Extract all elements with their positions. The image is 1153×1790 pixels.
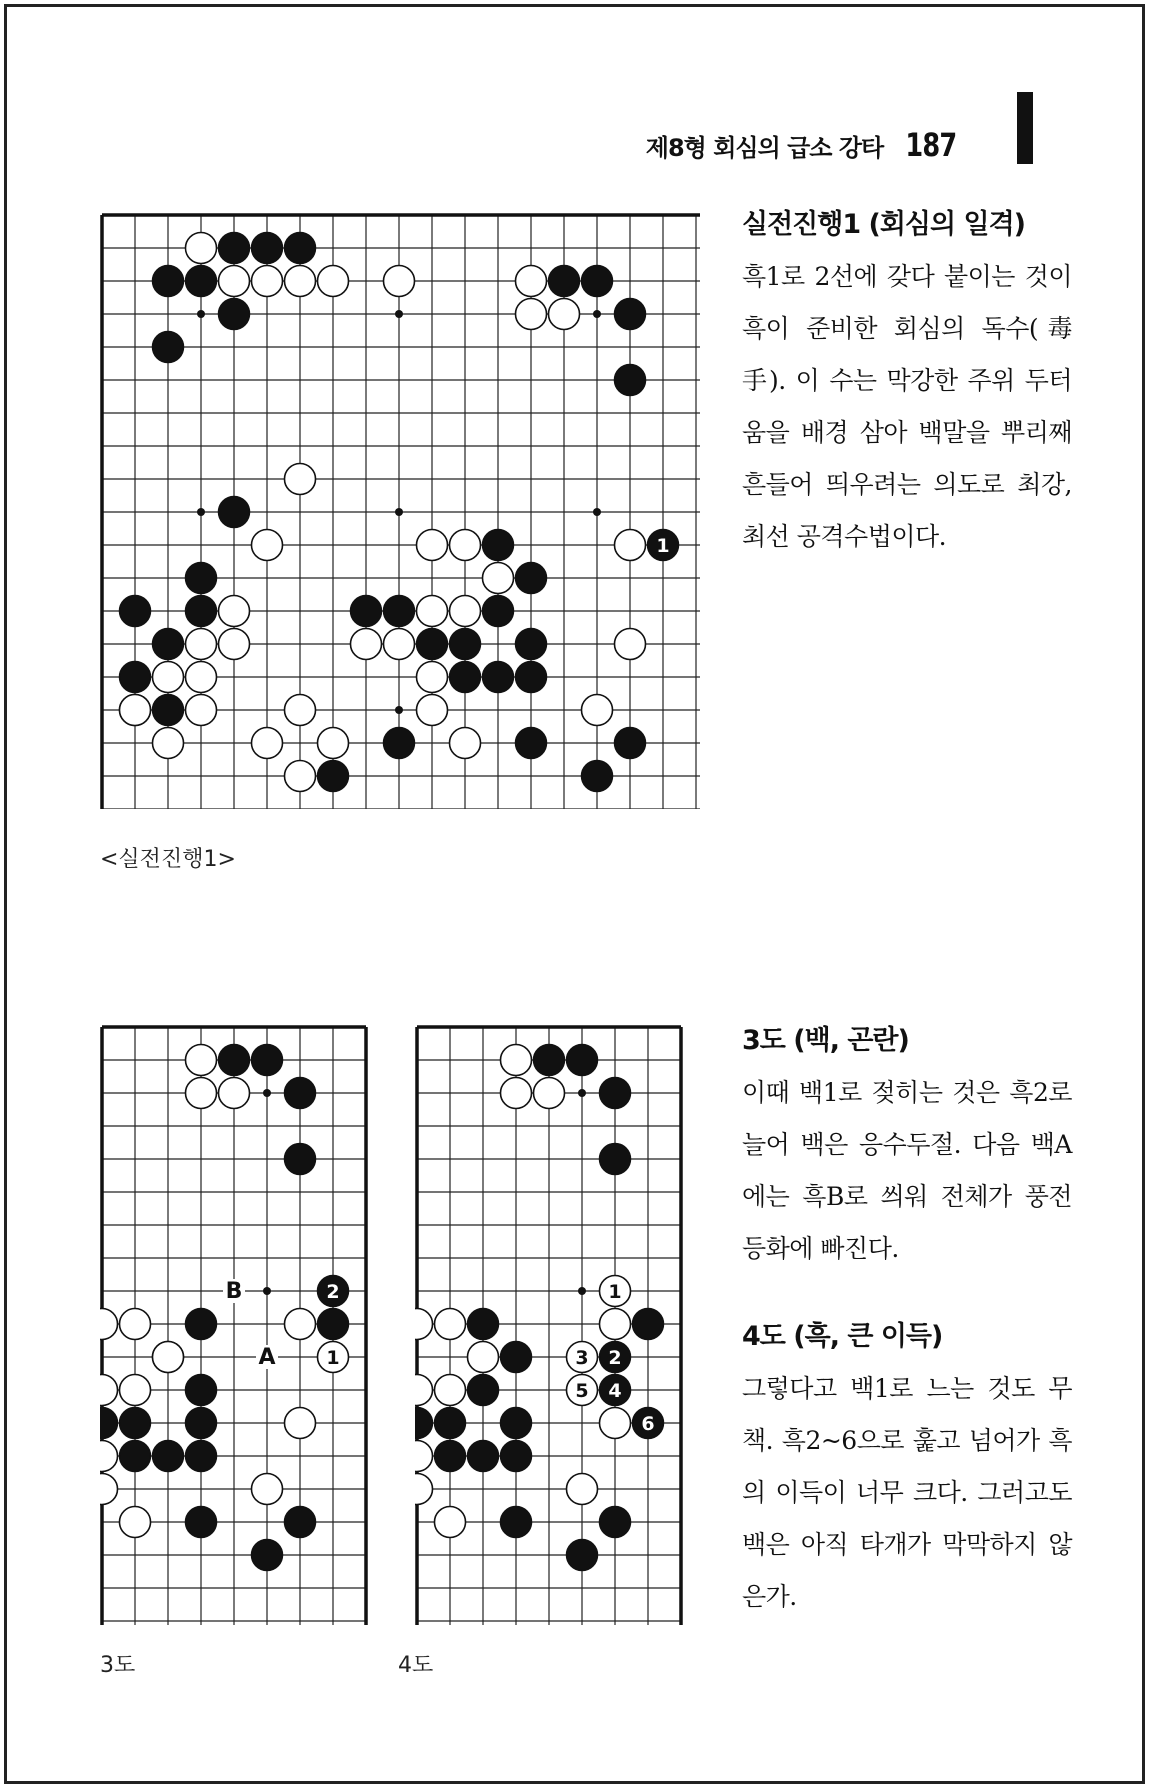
star-point	[593, 310, 601, 318]
white-stone	[415, 1374, 433, 1405]
black-stone	[284, 1143, 315, 1174]
white-stone	[449, 727, 480, 758]
caption-3do: 3도	[100, 1653, 136, 1678]
caption-4do: 4도	[398, 1653, 434, 1678]
black-stone	[284, 1077, 315, 1108]
black-stone	[515, 562, 546, 593]
white-stone	[119, 1506, 150, 1537]
black-stone	[515, 661, 546, 692]
black-stone	[599, 1506, 630, 1537]
white-stone	[185, 694, 216, 725]
black-stone	[383, 595, 414, 626]
black-stone	[152, 694, 183, 725]
white-stone	[482, 562, 513, 593]
white-stone	[434, 1506, 465, 1537]
black-stone	[100, 1407, 118, 1438]
white-stone	[515, 265, 546, 296]
section-body: 그렇다고 백1로 느는 것도 무책. 흑2~6으로 훑고 넘어가 흑의 이득이 너무 크다. 그러고도 백은 아직 타개가 막막하지 않은가.	[742, 1374, 1072, 1611]
white-stone	[284, 760, 315, 791]
move-label: 1	[656, 535, 670, 557]
white-stone	[599, 1308, 630, 1339]
white-stone	[415, 1440, 433, 1471]
black-stone	[152, 628, 183, 659]
black-stone	[482, 661, 513, 692]
white-stone	[100, 1374, 118, 1405]
black-stone	[185, 1440, 216, 1471]
black-stone	[599, 1143, 630, 1174]
white-stone	[100, 1308, 118, 1339]
white-stone	[251, 529, 282, 560]
go-board-3do	[100, 1025, 385, 1625]
black-stone	[500, 1506, 531, 1537]
black-stone	[119, 1407, 150, 1438]
white-stone	[416, 595, 447, 626]
white-stone	[415, 1308, 433, 1339]
white-stone	[350, 628, 381, 659]
black-stone	[434, 1440, 465, 1471]
black-stone	[632, 1308, 663, 1339]
move-label: A	[258, 1345, 276, 1370]
white-stone	[251, 265, 282, 296]
black-stone	[548, 265, 579, 296]
star-point	[395, 508, 403, 516]
white-stone	[317, 727, 348, 758]
white-stone	[185, 1077, 216, 1108]
section-title: 실전진행1 (회심의 일격)	[742, 209, 1026, 240]
black-stone	[383, 727, 414, 758]
star-point	[395, 706, 403, 714]
white-stone	[185, 232, 216, 263]
black-stone	[467, 1374, 498, 1405]
move-label: 2	[326, 1281, 340, 1303]
black-stone	[415, 1407, 433, 1438]
black-stone	[434, 1407, 465, 1438]
white-stone	[500, 1077, 531, 1108]
white-stone	[416, 694, 447, 725]
black-stone	[284, 232, 315, 263]
black-stone	[119, 661, 150, 692]
white-stone	[515, 298, 546, 329]
black-stone	[218, 496, 249, 527]
page-header	[646, 126, 963, 164]
white-stone	[434, 1374, 465, 1405]
white-stone	[284, 463, 315, 494]
white-stone	[100, 1473, 118, 1504]
white-stone	[467, 1341, 498, 1372]
move-label: 5	[575, 1380, 589, 1402]
white-stone	[566, 1473, 597, 1504]
star-point	[593, 508, 601, 516]
white-stone	[119, 694, 150, 725]
section-4do	[742, 1314, 1072, 1623]
black-stone	[449, 628, 480, 659]
black-stone	[416, 628, 447, 659]
black-stone	[185, 562, 216, 593]
black-stone	[185, 1374, 216, 1405]
white-stone	[581, 694, 612, 725]
white-stone	[599, 1407, 630, 1438]
black-stone	[185, 1308, 216, 1339]
move-label: 2	[608, 1347, 622, 1369]
black-stone	[152, 265, 183, 296]
white-stone	[434, 1308, 465, 1339]
white-stone	[119, 1374, 150, 1405]
black-stone	[218, 1044, 249, 1075]
star-point	[197, 508, 205, 516]
white-stone	[251, 1473, 282, 1504]
white-stone	[152, 1341, 183, 1372]
move-label: 4	[608, 1380, 622, 1402]
black-stone	[482, 529, 513, 560]
white-stone	[533, 1077, 564, 1108]
white-stone	[284, 1308, 315, 1339]
white-stone	[416, 661, 447, 692]
star-point	[395, 310, 403, 318]
white-stone	[317, 265, 348, 296]
black-stone	[218, 298, 249, 329]
move-label: 3	[575, 1347, 589, 1369]
black-stone	[566, 1044, 597, 1075]
white-stone	[185, 1044, 216, 1075]
white-stone	[449, 529, 480, 560]
move-label: B	[225, 1279, 243, 1304]
black-stone	[251, 1539, 282, 1570]
black-stone	[218, 232, 249, 263]
black-stone	[599, 1077, 630, 1108]
black-stone	[317, 760, 348, 791]
black-stone	[581, 265, 612, 296]
chapter-title: 제8형 회심의 급소 강타	[645, 134, 884, 162]
star-point	[263, 1089, 271, 1097]
black-stone	[449, 661, 480, 692]
white-stone	[119, 1308, 150, 1339]
black-stone	[185, 1407, 216, 1438]
white-stone	[185, 628, 216, 659]
star-point	[578, 1287, 586, 1295]
go-board-4do	[415, 1025, 700, 1625]
white-stone	[284, 265, 315, 296]
black-stone	[152, 331, 183, 362]
white-stone	[185, 661, 216, 692]
black-stone	[614, 364, 645, 395]
white-stone	[614, 628, 645, 659]
white-stone	[218, 628, 249, 659]
white-stone	[383, 265, 414, 296]
black-stone	[500, 1341, 531, 1372]
star-point	[263, 1287, 271, 1295]
white-stone	[284, 1407, 315, 1438]
black-stone	[251, 1044, 282, 1075]
black-stone	[500, 1440, 531, 1471]
section-title: 3도 (백, 곤란)	[742, 1025, 909, 1056]
black-stone	[350, 595, 381, 626]
white-stone	[251, 727, 282, 758]
move-label: 1	[608, 1281, 622, 1303]
white-stone	[218, 265, 249, 296]
move-label: 6	[641, 1413, 655, 1435]
black-stone	[566, 1539, 597, 1570]
caption-main: <실전진행1>	[100, 847, 236, 872]
black-stone	[152, 1440, 183, 1471]
white-stone	[100, 1440, 118, 1471]
white-stone	[548, 298, 579, 329]
black-stone	[533, 1044, 564, 1075]
black-stone	[515, 628, 546, 659]
go-board-main	[100, 213, 700, 809]
black-stone	[467, 1308, 498, 1339]
star-point	[197, 310, 205, 318]
section-body: 이때 백1로 젖히는 것은 흑2로 늘어 백은 응수두절. 다음 백A에는 흑B로 씌워 전체가 풍전등화에 빠진다.	[742, 1078, 1072, 1263]
section-3do	[742, 1018, 1072, 1275]
section-title: 4도 (흑, 큰 이득)	[742, 1321, 943, 1352]
white-stone	[415, 1473, 433, 1504]
black-stone	[614, 298, 645, 329]
black-stone	[515, 727, 546, 758]
black-stone	[317, 1308, 348, 1339]
white-stone	[152, 661, 183, 692]
black-stone	[119, 1440, 150, 1471]
black-stone	[467, 1440, 498, 1471]
black-stone	[119, 595, 150, 626]
section-body: 흑1로 2선에 갖다 붙이는 것이 흑이 준비한 회심의 독수(毒手). 이 수는 막강한 주위 두터움을 배경 삼아 백말을 뿌리째 흔들어 띄우려는 의도로 최강, 최선 공격수법이다.	[742, 262, 1072, 551]
white-stone	[614, 529, 645, 560]
star-point	[578, 1089, 586, 1097]
black-stone	[581, 760, 612, 791]
white-stone	[218, 1077, 249, 1108]
black-stone	[251, 232, 282, 263]
section-practical-1	[742, 202, 1072, 563]
black-stone	[482, 595, 513, 626]
white-stone	[383, 628, 414, 659]
black-stone	[614, 727, 645, 758]
white-stone	[218, 595, 249, 626]
black-stone	[185, 265, 216, 296]
white-stone	[449, 595, 480, 626]
black-stone	[284, 1506, 315, 1537]
white-stone	[152, 727, 183, 758]
white-stone	[500, 1044, 531, 1075]
white-stone	[284, 694, 315, 725]
move-label: 1	[326, 1347, 340, 1369]
page-number: 187	[905, 126, 957, 164]
black-stone	[185, 1506, 216, 1537]
black-stone	[500, 1407, 531, 1438]
white-stone	[416, 529, 447, 560]
header-bar	[1017, 92, 1033, 164]
black-stone	[185, 595, 216, 626]
